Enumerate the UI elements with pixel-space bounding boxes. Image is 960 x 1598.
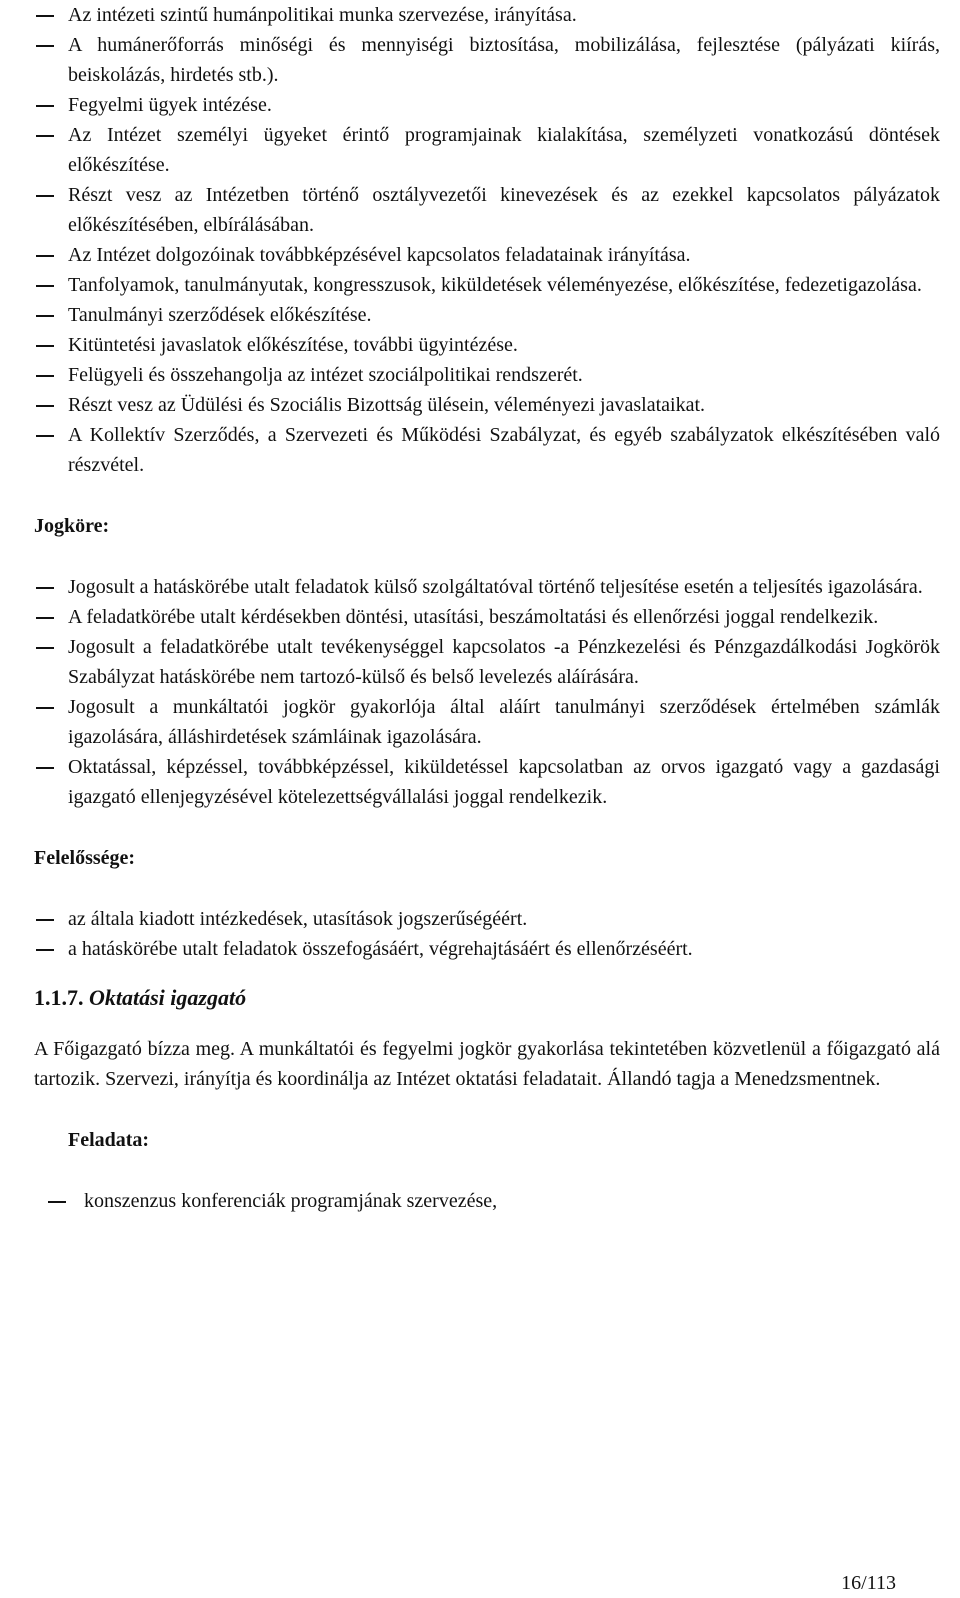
list-item: Fegyelmi ügyek intézése.: [34, 90, 940, 120]
list-item: Részt vesz az Üdülési és Szociális Bizottság ülésein, véleményezi javaslataikat.: [34, 390, 940, 420]
list-item: Oktatással, képzéssel, továbbképzéssel, kiküldetéssel kapcsolatban az orvos igazgató vagy a gazdasági igazgató ellenjegyzésével kötelezettségvállalási joggal rendelkezik.: [34, 752, 940, 812]
list-item: konszenzus konferenciák programjának szervezése,: [34, 1186, 940, 1216]
section-heading: [34, 983, 940, 1013]
page-number: 16/113: [841, 1572, 896, 1594]
felelossege-heading: Felelőssége:: [34, 847, 136, 869]
list-item: Az Intézet személyi ügyeket érintő programjainak kialakítása, személyzeti vonatkozású döntések előkészítése.: [34, 120, 940, 180]
list-item: Az Intézet dolgozóinak továbbképzésével kapcsolatos feladatainak irányítása.: [34, 240, 940, 270]
section-number: 1.1.7.: [34, 985, 84, 1010]
list-item: Az intézeti szintű humánpolitikai munka szervezése, irányítása.: [34, 0, 940, 30]
feladata-list: [34, 1186, 940, 1216]
jogkore-list: [34, 572, 940, 812]
document-page: [34, 0, 940, 1216]
list-item: Felügyeli és összehangolja az intézet szociálpolitikai rendszerét.: [34, 360, 940, 390]
list-item: Részt vesz az Intézetben történő osztályvezetői kinevezések és az ezekkel kapcsolatos pályázatok előkészítésében, elbírálásában.: [34, 180, 940, 240]
section-title: Oktatási igazgató: [89, 985, 247, 1010]
list-item: a hatáskörébe utalt feladatok összefogásáért, végrehajtásáért és ellenőrzéséért.: [34, 934, 940, 964]
list-item: Jogosult a hatáskörébe utalt feladatok külső szolgáltatóval történő teljesítése esetén a teljesítés igazolására.: [34, 572, 940, 602]
list-item: Kitüntetési javaslatok előkészítése, további ügyintézése.: [34, 330, 940, 360]
list-item: A humánerőforrás minőségi és mennyiségi biztosítása, mobilizálása, fejlesztése (pályázati kiírás, beiskolázás, hirdetés stb.).: [34, 30, 940, 90]
duties-list: [34, 0, 940, 480]
section-paragraph: A Főigazgató bízza meg. A munkáltatói és fegyelmi jogkör gyakorlása tekintetében közvetlenül a főigazgató alá tartozik. Szervezi, irányítja és koordinálja az Intézet oktatási feladatait. Állandó tagja a Menedzsmentnek.: [34, 1038, 940, 1090]
felelossege-list: [34, 904, 940, 964]
list-item: az általa kiadott intézkedések, utasítások jogszerűségéért.: [34, 904, 940, 934]
list-item: Jogosult a feladatkörébe utalt tevékenységgel kapcsolatos -a Pénzkezelési és Pénzgazdálkodási Jogkörök Szabályzat hatáskörébe nem tartozó-külső és belső levelezés aláírására.: [34, 632, 940, 692]
list-item: Tanulmányi szerződések előkészítése.: [34, 300, 940, 330]
list-item: Jogosult a munkáltatói jogkör gyakorlója által aláírt tanulmányi szerződések értelmében számlák igazolására, álláshirdetések számláinak igazolására.: [34, 692, 940, 752]
jogkore-heading: Jogköre:: [34, 515, 110, 537]
list-item: A feladatkörébe utalt kérdésekben döntési, utasítási, beszámoltatási és ellenőrzési joggal rendelkezik.: [34, 602, 940, 632]
list-item: Tanfolyamok, tanulmányutak, kongresszusok, kiküldetések véleményezése, előkészítése, fedezetigazolása.: [34, 270, 940, 300]
feladata-heading: Feladata:: [68, 1129, 150, 1151]
list-item: A Kollektív Szerződés, a Szervezeti és Működési Szabályzat, és egyéb szabályzatok elkészítésében való részvétel.: [34, 420, 940, 480]
